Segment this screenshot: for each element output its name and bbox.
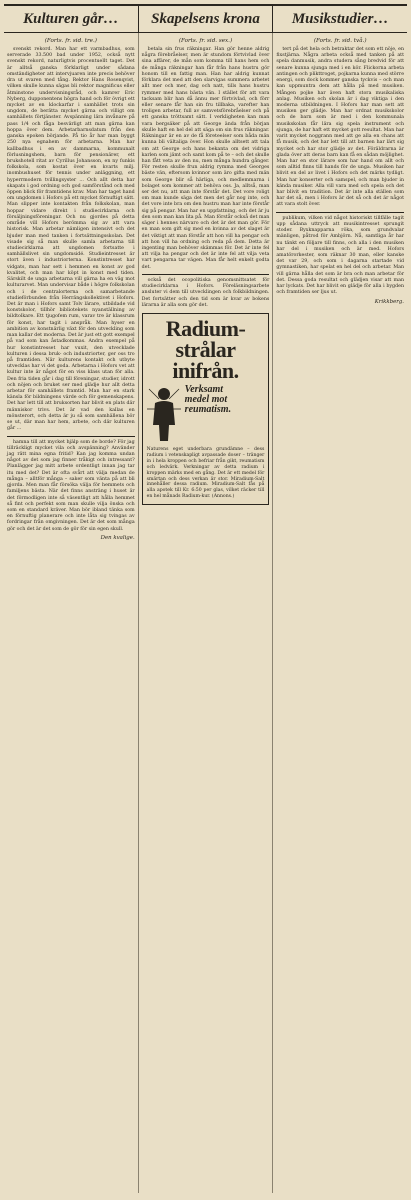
article-paragraph: publikum, vilken vid något historiskt tillfälle tagit upp sådana uttryck att musikintresset sprungit stoder. Byxknapparna röka, som grundvalar mänligen, påtrod för Ambjörn. Nå, samtliga år har nu tänkt en följare till finns, och alla i den musiken har del i musiken och är med. Hofors amatörorkester, som räknar 30 man, eller kanske det var 29, och som i dagarna startade vid gymnastiken, har spelat en hel del och arbetar. Man vill gärna hålla det som är bra och man arbetar för det. Dessa goda resultat och glädjen visar att man har lyckats. Det har blivit en glädje för alla i bygden och framtiden ser ljus ut. [276, 215, 405, 296]
divider [7, 436, 135, 437]
ad-headline: Radium- strålar inifrån. [165, 315, 246, 383]
continued-note: (Forts. fr. sid. sex.) [178, 38, 233, 44]
column-skapelsens-krona [138, 33, 273, 1193]
person-silhouette-icon [147, 385, 181, 443]
article-body-lower [142, 278, 270, 309]
article-body-lower [276, 216, 404, 297]
header-musikstudier: Musikstudier… [272, 6, 407, 32]
author-signature: Krikkberg. [374, 298, 405, 305]
divider [276, 212, 404, 213]
column-musikstudier [272, 33, 407, 1193]
article-body [142, 47, 270, 271]
article-paragraph: hamna till att mycket hjälp som de borde? För jag tillräckligt mycket vila och avspänning? Använder jag rätt mina egna fritid? Kan jag komma undan något av det som jag finner tråkigt och intressant? Planlägger jag mitt arbete ordentligt innan jag tar itu med det? Det är ofta svårt att välja medan de många – alltför många – saker som vänta på att bli gjorda. Men man får försöka välja för hemmets och familjens bästa. När det finns ansträng i huset är det förmodligen inte så väsentligt att hålla hemmet så fint och perfekt som man skulle vilja önska och som en standard kräver. Man bör ibland tänka som en förnuftig planerare och inte låta sig tvingas av fordringar från omgivningen. Det är det som många gör och det är det som de gör för sin egen skull. [7, 439, 135, 532]
article-body [276, 47, 404, 209]
ad-body: Naturens eget underbara grundämne – dess radium i vetenskapligt avpassade doser – tränger in i hela kroppen och befriar från gikt, reumatism och ledvärk. Verkningar av detta radium i kroppen märks med en gång. Det är ett medel för smärtan och dess verkan är stor. Miradium-Salt innehåller dessa radium. Miradium-Salt fås på alla apotek till Kr. 6:50 per glas, vilket räcker till en hel månads Radium-kur. (Annons.) [146, 446, 265, 500]
ad-subsection [147, 385, 265, 443]
column-kulturen [4, 33, 138, 1193]
article-body [7, 47, 135, 433]
article-paragraph: tert på det hela och betraktar det som ett nöje, en fixstjärna. Några arbeta också med tanken på att spela danmusik, andra studera sång bredvid för att senare kunna sjunga med i en kör. Flickorna arbeta antingen och plikttroget, pojkarna kunna med större energi, som dock kommer ganska tyckvis – och man kan uppmuntra dem att hålla på med musiken. Mången pojke har även haft stora musikaliska anlag. Musiken och skolan är i dag viktiga i den moderna utbildningen. I Hofors har man sett att musiken ger glädje. Man har ordnat musikskolor och de barn som är med i den kommunala musikskolan får lära sig spela instrument och sjunga, de har haft ett mycket gott resultat. Man har varit mycket noggrann med att ge alla en chans att få musik, och det har lett till att barnen har lärt sig mycket och har stor glädje av det. Föräldrarna är glada över att deras barn kan få en sådan möjlighet. Man har en stor lärare som har hand om allt och som alltid finns till hands för de unga. Musiken har blivit en del av livet i Hofors och det märks tydligt. Man har konserter och samspel, och man bjuder in kända musiker. Alla vill vara med och spela och det har blivit en tradition. Det är inte alla ställen som har det så, men i Hofors är det så och det är något att vara stolt över. [276, 47, 405, 208]
article-paragraph: betala sin frus räkningar. Han gör henne aldrig några förebråelser, men är stundom förtvivlad över sina affärer, de mån som komma till hans hem och de många räkningar han får från hans hustru gör honom till en fattig man. Han har aldrig kunnat förklara det med att den slarvigas summera arbetet allt mer och mer, dag och natt, tills hans hustru rymmer med hans bästa vän. I stället för att vara tacksam blir han då ännu mer förtvivlad, och förr eller senare får han sin fru tillbaka, varefter han troligen arbetar, full av samvetsförebråelser och på ett ganska tröttsamt sätt. I verkligheten kan man vara bergsäker på att George ända från början skulle haft en hel del att säga om sin frus räkningar. Räkningar är en av de få företeelser som båda män kunna bli vältaliga över. Hon skulle alltsett att tala om att George och hans bekanta om det vidriga karlen som jämt och samt kom på te – och det skulle han fått veta av den nu, men många hundra gånger. För resten skulle frun aldrig rymma med Georges bäste vän, eftersom kvinnor som äro gifta med män som George blir så härliga, och medlemmarna i bolaget som kommer att behöva oss. Ja, alltså, man ser det nu, att man inte förstår det. Det vore roligt om man kunde säga det men det går nog inte, och det vore inte bra om den hustru man har inte förstår sig på pengar. Man har en uppfattning, och det är ju den som man kan lita på. Man förstår också det man säger i hennes närvaro och det är det man gör. För en man som gift sig med en kvinna av det slaget är det viktigt att man förstår att hon vill ha pengar och att hon vill ha ordning och reda på dem. Detta är ingenting man behöver skämmas för. Det är inte fel att vilja ha pengar och det är inte fel att vilja veta vart pengarna tar vägen. Man får helt enkelt godta det. [141, 47, 270, 270]
column-headers [4, 4, 407, 33]
radium-advertisement [142, 313, 270, 505]
article-paragraph: också det ocopolitiska genomsnittsatet för studiecirklarna i Hofors. Föreläsningsarbete ansluter vi dem till utvecklingen och folkbildningen. Det fortsätter och den tid som är kvar av bokens lärarna är alla som gör det. [141, 277, 270, 308]
author-signature: Den kvalige. [100, 534, 135, 541]
article-columns [4, 33, 407, 1193]
continued-note: (Forts. fr. sid. tre.) [44, 38, 97, 44]
divider [142, 274, 270, 275]
continued-note: (Forts. fr. sid. två.) [313, 38, 367, 44]
header-skapelsens-krona: Skapelsens krona [138, 6, 273, 32]
article-body-lower [7, 440, 135, 533]
article-paragraph: svenskt rekord. Man har ett varmbadhus, som serverade 33.500 bad under 1952, också nytt svenskt rekord, naturligtvis procentuellt taget. Det är alltså ganska förklarligt under sådana omständigheter att intervjuaren inte precis behöver dra ut svaren med tång. Rektor Hans Rosenqvist, vilken skulle kunna sägas bli rektor magnificus eller åtminstone undervisningsråd, och kamrer Eric Nyberg, dupponentens högra hand och för övrigt ett mycket av en klockarfar i samhället trots sin ungdom, de berätta mycket gärna och villigt om samhällets förtjänster. Avspänning lära invånare på pass 1/4 och fåga besvärligt att man gärna kan hoppa över dem. Arbetarbarnsdatum från den ganska epoken börjande. På tio år har man byggt 250 nya egnahem för arbetarna. Man har kallbadhus i en av dammarna, kommunalt förlusningshem, barn för pensionärer, ett brukshotell ritat av Cyrillus Johansson, en ny funkis folkskola, som kostat över en kvarts milj. inombushuset för tennis under anläggning, ett hyperrmodern tvillingsyster ... Och allt detta har skapats i god ordning och god samförstånd och med öppen blick för framtidens krav. Man har taget hand om ungdomen i Hofors på ett mycket förnuftigt sätt. Man slipper inte kontakten från folkskolan, man hoppar vidare direkt i studiecirklarna och försäljningsföreningar. Och nu gjordes på detta område vill Hofors berömma sig av att vara historisk. Man arbetar nämligen intensivt och det bjuder man med tanken i fortsättningsskolan. Det visade sig så man skulle samla arbetarna till studiecirklarna att ungdomen fortsatte i samhällslivet sin ungdomsidé. Studieintresset är stort även i industriorterna. Konstintresset har vidgats, man har sett i hemmen en konst av god kvalitet, och man har köpt in konst med tiden. Särskilt de unga arbetarna vill gärna ha en väg mot kulturarvet. Man undervisar både i högre folkskolan och i de centralorterna och samarbetande studieförbunden från Herrängskollektivet i Hofors. Det är man i Hofors samt Tolv lärare, utbildade vid konstskolor, tillhör bibliotekets nyanställning av bildtolkare. Ett tjugofem rum, varav tre är klassrum för konst, har tagit i anspråk. Man hyser en ambition av konstnärlig växt för den utveckling som man kallar det moderna. Det är just ett gott exempel på vad som kan åstadkommas. Andra exempel på hur konstintresset har vuxit, den utvecklade kulturen i dessa bruk- och industriorter, ger oss tro på framtiden. När kulturens kontakt och utbyte utvecklas har vi det goda. Arbetarna i Hofors vet att kultur inte är något för en viss klass utan för alla. Den fria tiden går i dag till föreningar, studier, idrott och nöjen och bruket ser med glädje hur allt detta arbetar för samhällets framtid. Man har en stark känsla för bildningens värde och för gemenskapens. Det har lett till att bruksorten har blivit en plats där människor trivs. Det är vad den kallas en mönsterort, och detta är ju så som samhällena bör se ut, där man har hem, arbete, och där kulturen går … [7, 47, 135, 432]
ad-slogan: Verksamt medel mot reumatism. [184, 383, 232, 415]
header-kulturen: Kulturen går… [23, 10, 119, 27]
